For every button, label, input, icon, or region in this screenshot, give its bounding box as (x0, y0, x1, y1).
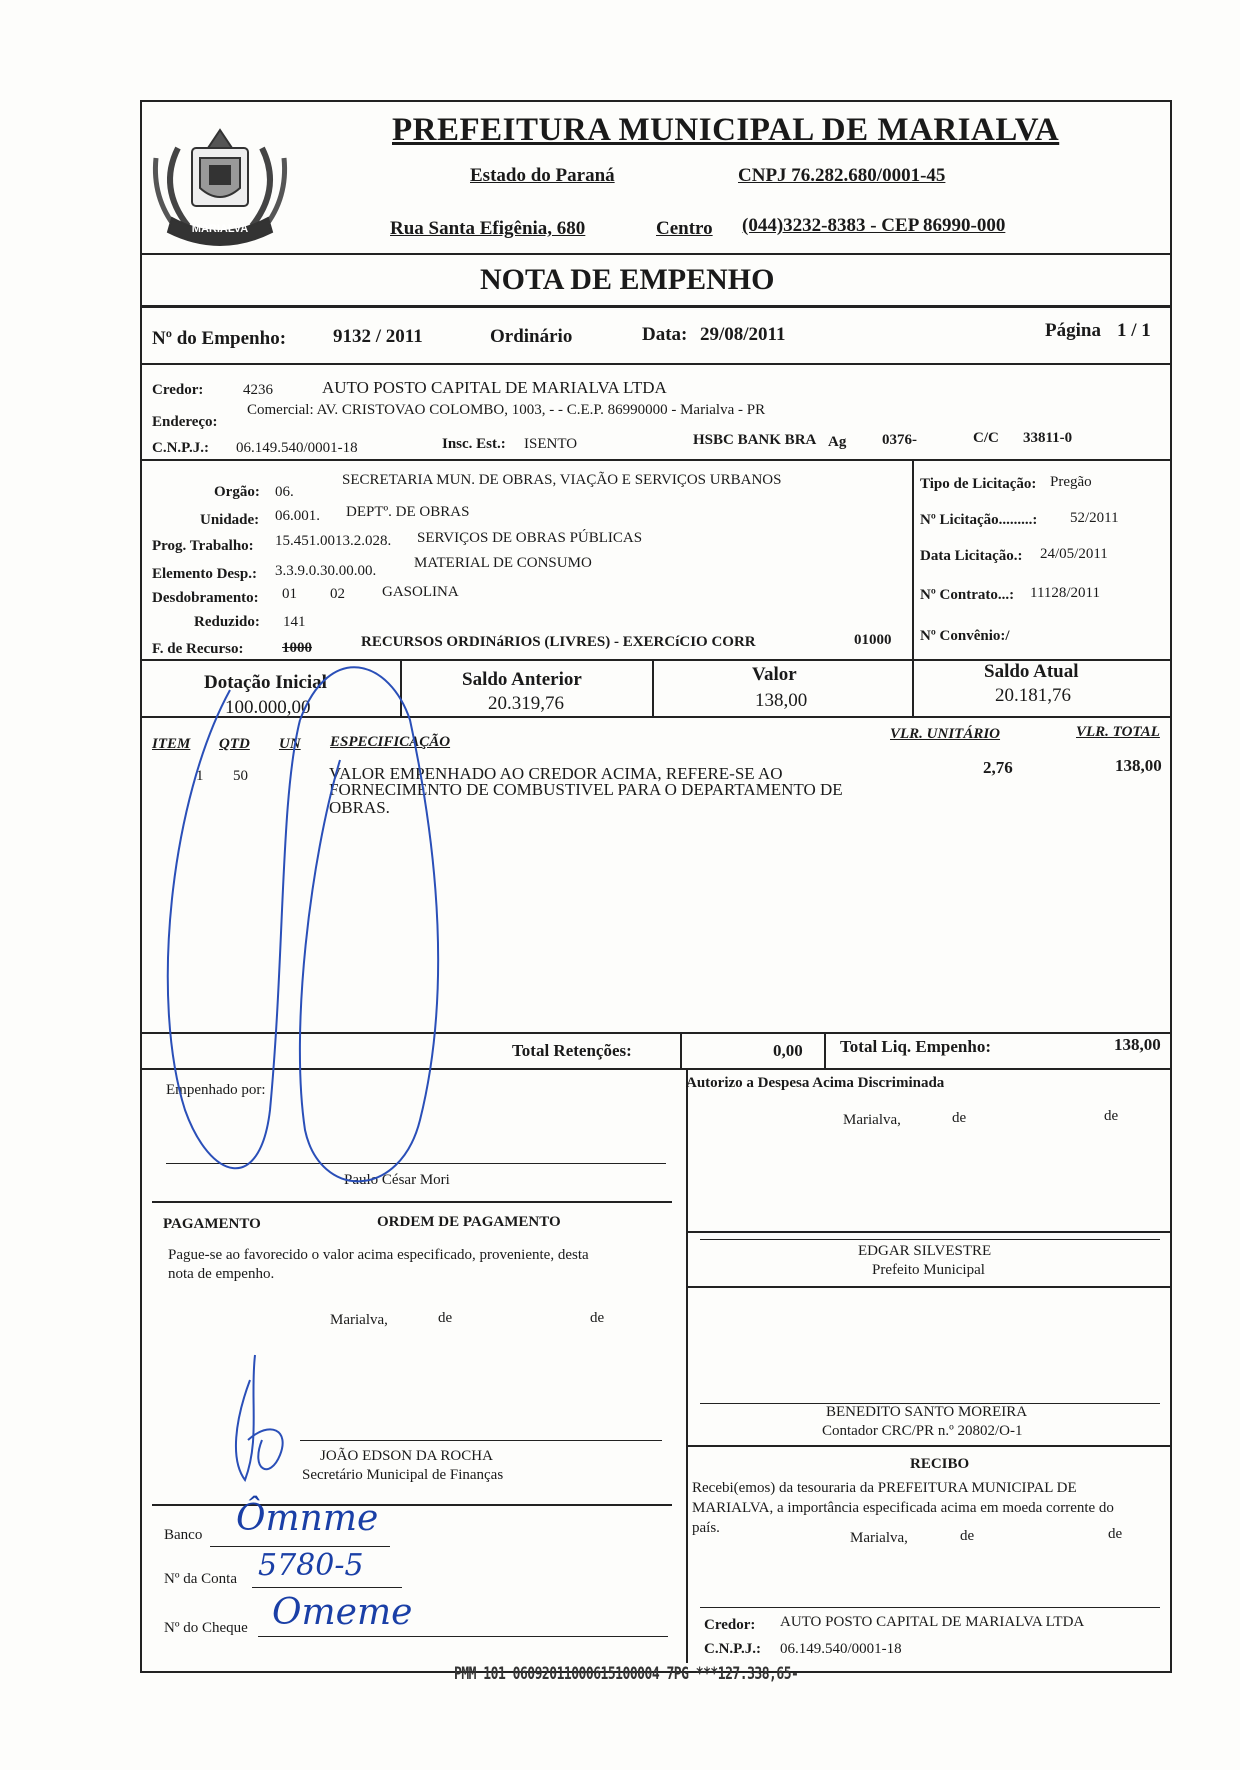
page-number: 1 / 1 (1117, 320, 1151, 341)
pagamento-de2: de (590, 1310, 605, 1326)
total-retencoes-value: 0,00 (773, 1041, 803, 1060)
orgao-code: 06. (275, 484, 294, 500)
dotacao-inicial-label: Dotação Inicial (204, 672, 327, 693)
desdob-code2: 02 (330, 586, 345, 602)
total-liq-label: Total Liq. Empenho: (840, 1037, 991, 1056)
recibo-text2: MARIALVA, a importância especificada acima em moeda corrente do (692, 1500, 1114, 1516)
unidade-name: DEPTº. DE OBRAS (346, 504, 470, 520)
conta-label: Nº da Conta (164, 1571, 237, 1587)
conta-handwritten: 5780-5 (258, 1548, 364, 1583)
cc-value: 33811-0 (1023, 430, 1073, 446)
empenho-date: 29/08/2011 (700, 324, 786, 345)
ordem-pagamento-label: ORDEM DE PAGAMENTO (377, 1214, 561, 1230)
header-phone-cep: (044)3232-8383 - CEP 86990-000 (742, 215, 1006, 236)
recibo-cnpj-label: C.N.P.J.: (704, 1641, 761, 1657)
recurso-code: 1000 (282, 640, 312, 656)
col-item: ITEM (152, 736, 191, 752)
licitacao-number: 52/2011 (1070, 510, 1119, 526)
cnpj-label: C.N.P.J.: (152, 440, 209, 456)
unidade-code: 06.001. (275, 508, 320, 524)
autorizo-label: Autorizo a Despesa Acima Discriminada (686, 1075, 945, 1091)
recibo-text3: país. (692, 1520, 720, 1536)
col-total: VLR. TOTAL (1076, 724, 1160, 740)
recibo-cnpj: 06.149.540/0001-18 (780, 1641, 902, 1657)
desdob-code1: 01 (282, 586, 297, 602)
saldo-anterior-label: Saldo Anterior (462, 669, 582, 690)
recurso-num: 01000 (854, 632, 892, 648)
banco-handwritten: Ômnme (236, 1498, 379, 1539)
saldo-atual-label: Saldo Atual (984, 661, 1079, 682)
data-licitacao-label: Data Licitação.: (920, 548, 1023, 564)
page-label: Página (1045, 320, 1101, 341)
data-licitacao-value: 24/05/2011 (1040, 546, 1108, 562)
credor-name: AUTO POSTO CAPITAL DE MARIALVA LTDA (322, 378, 667, 397)
cheque-label: Nº do Cheque (164, 1620, 248, 1636)
contador-name: BENEDITO SANTO MOREIRA (826, 1404, 1028, 1420)
contador-title: Contador CRC/PR n.º 20802/O-1 (822, 1423, 1023, 1439)
elemento-code: 3.3.9.0.30.00.00. (275, 563, 377, 579)
credor-label: Credor: (152, 382, 204, 398)
empenho-number: 9132 / 2011 (333, 326, 423, 347)
agency-value: 0376- (882, 432, 917, 448)
row-desc-line3: OBRAS. (329, 798, 390, 817)
licitacao-number-label: Nº Licitação.........: (920, 512, 1038, 528)
row-total: 138,00 (1115, 756, 1162, 775)
reduzido-value: 141 (283, 614, 306, 630)
desdob-name: GASOLINA (382, 584, 459, 600)
banco-label: Banco (164, 1527, 203, 1543)
prefeito-title: Prefeito Municipal (872, 1262, 985, 1278)
recibo-credor-label: Credor: (704, 1617, 756, 1633)
row-desc-line2: FORNECIMENTO DE COMBUSTIVEL PARA O DEPARTAMENTO DE (329, 780, 843, 799)
valor-value: 138,00 (755, 690, 808, 711)
prog-code: 15.451.0013.2.028. (275, 533, 392, 549)
row-unit-price: 2,76 (983, 758, 1013, 777)
cheque-handwritten: Omeme (272, 1592, 413, 1633)
tipo-licitacao-value: Pregão (1050, 474, 1092, 490)
prog-name: SERVIÇOS DE OBRAS PÚBLICAS (417, 530, 643, 546)
pagamento-de1: de (438, 1310, 453, 1326)
insc-label: Insc. Est.: (442, 436, 506, 452)
orgao-label: Orgão: (214, 484, 260, 500)
header-state: Estado do Paraná (470, 165, 615, 186)
insc-value: ISENTO (524, 436, 578, 452)
convenio-label: Nº Convênio:/ (920, 628, 1010, 644)
header-title: PREFEITURA MUNICIPAL DE MARIALVA (392, 112, 1060, 148)
prog-label: Prog. Trabalho: (152, 538, 254, 554)
recibo-title: RECIBO (910, 1456, 970, 1472)
footer-barcode-text: PMM 101 06092011000615100004 7PG ***127.338,65- (454, 1664, 799, 1685)
address-label: Endereço: (152, 414, 218, 430)
contrato-label: Nº Contrato...: (920, 587, 1015, 603)
autorizo-city: Marialva, (843, 1112, 901, 1128)
bank-name: HSBC BANK BRA (693, 432, 817, 448)
saldo-anterior-value: 20.319,76 (488, 693, 564, 714)
credor-address: Comercial: AV. CRISTOVAO COLOMBO, 1003, - - C.E.P. 86990000 - Marialva - PR (247, 402, 766, 418)
unidade-label: Unidade: (200, 512, 260, 528)
autorizo-de2: de (1104, 1108, 1119, 1124)
tipo-licitacao-label: Tipo de Licitação: (920, 476, 1037, 492)
elemento-label: Elemento Desp.: (152, 566, 257, 582)
reduzido-label: Reduzido: (194, 614, 260, 630)
row-desc-line1: VALOR EMPENHADO AO CREDOR ACIMA, REFERE-SE AO (329, 764, 783, 783)
prefeito-name: EDGAR SILVESTRE (858, 1243, 992, 1259)
empenhado-label: Empenhado por: (166, 1082, 266, 1098)
empenhado-name: Paulo César Mori (344, 1172, 450, 1188)
empenho-number-label: Nº do Empenho: (152, 328, 287, 349)
pagamento-city: Marialva, (330, 1312, 388, 1328)
pagamento-text2: nota de empenho. (168, 1266, 275, 1282)
pagamento-text1: Pague-se ao favorecido o valor acima especificado, proveniente, desta (168, 1247, 589, 1263)
pagamento-label: PAGAMENTO (163, 1216, 261, 1232)
doc-title: NOTA DE EMPENHO (480, 263, 775, 296)
elemento-name: MATERIAL DE CONSUMO (414, 555, 592, 571)
empenho-type: Ordinário (490, 326, 573, 347)
dotacao-inicial-value: 100.000,00 (225, 697, 311, 718)
desdob-label: Desdobramento: (152, 590, 259, 606)
saldo-atual-value: 20.181,76 (995, 685, 1071, 706)
row-qtd: 50 (233, 768, 248, 784)
autorizo-de1: de (952, 1110, 967, 1126)
credor-code: 4236 (243, 382, 273, 398)
agency-label: Ag (828, 434, 847, 450)
credor-cnpj: 06.149.540/0001-18 (236, 440, 358, 456)
col-un: UN (279, 736, 301, 752)
col-espec: ESPECIFICAÇÃO (330, 734, 451, 750)
secretario-name: JOÃO EDSON DA ROCHA (320, 1448, 493, 1464)
seal-banner-text: MARIALVA (191, 223, 249, 235)
row-item: 1 (196, 768, 204, 784)
recibo-city: Marialva, (850, 1530, 908, 1546)
header-district: Centro (656, 218, 713, 239)
recurso-name: RECURSOS ORDINáRIOS (LIVRES) - EXERCíCIO CORR (361, 634, 756, 650)
recurso-label: F. de Recurso: (152, 641, 244, 657)
recibo-credor-name: AUTO POSTO CAPITAL DE MARIALVA LTDA (780, 1614, 1085, 1630)
total-retencoes-label: Total Retenções: (512, 1041, 632, 1060)
valor-label: Valor (752, 664, 797, 685)
col-unit: VLR. UNITÁRIO (890, 726, 1001, 742)
secretario-title: Secretário Municipal de Finanças (302, 1467, 504, 1483)
contrato-value: 11128/2011 (1030, 585, 1100, 601)
recibo-text1: Recebi(emos) da tesouraria da PREFEITURA MUNICIPAL DE (692, 1480, 1077, 1496)
col-qtd: QTD (219, 736, 250, 752)
cc-label: C/C (973, 430, 999, 446)
header-cnpj: CNPJ 76.282.680/0001-45 (738, 165, 946, 186)
header-street: Rua Santa Efigênia, 680 (390, 218, 586, 239)
recibo-de1: de (960, 1528, 975, 1544)
empenho-date-label: Data: (642, 324, 688, 345)
orgao-name: SECRETARIA MUN. DE OBRAS, VIAÇÃO E SERVIÇOS URBANOS (342, 472, 782, 488)
total-liq-value: 138,00 (1114, 1035, 1161, 1054)
recibo-de2: de (1108, 1526, 1123, 1542)
